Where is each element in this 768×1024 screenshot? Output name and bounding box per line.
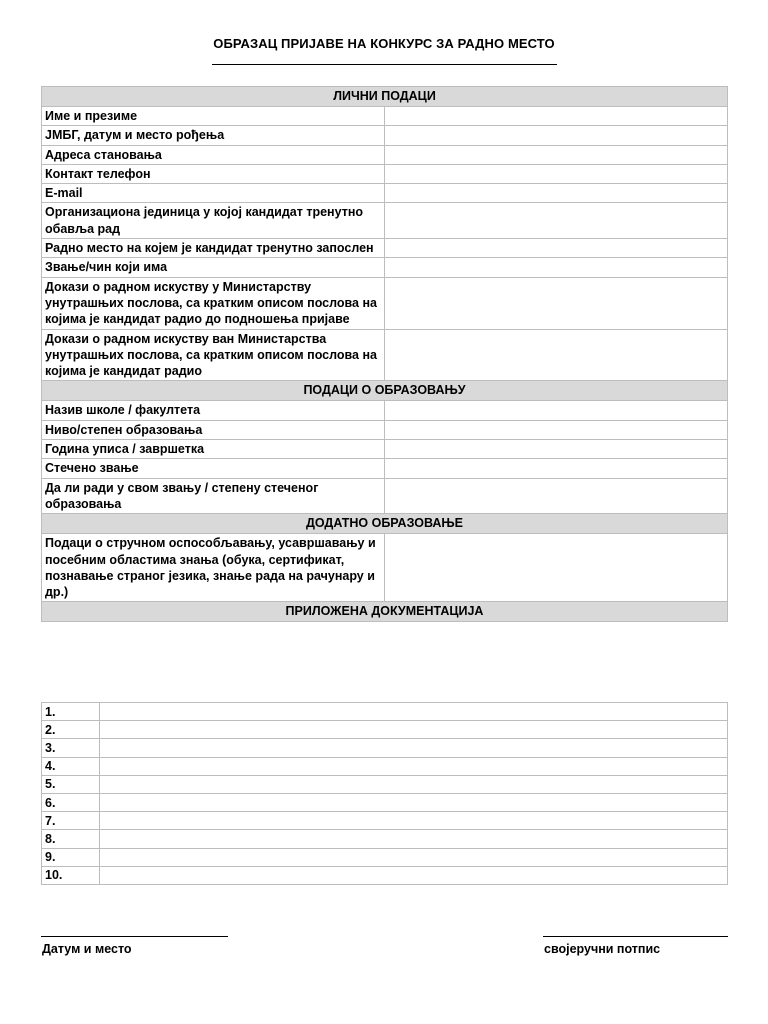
attachment-input[interactable] <box>100 775 728 793</box>
field-label: Име и презиме <box>42 107 385 126</box>
field-input-school[interactable] <box>385 401 728 420</box>
form-row <box>42 420 728 439</box>
form-row <box>42 534 728 602</box>
field-input-rank[interactable] <box>385 258 728 277</box>
signature-line <box>543 936 728 937</box>
attachment-row <box>42 812 728 830</box>
field-label: E-mail <box>42 184 385 203</box>
attachment-input[interactable] <box>100 703 728 721</box>
field-label: Радно место на којем је кандидат тренутно запослен <box>42 239 385 258</box>
form-row <box>42 329 728 381</box>
field-input-address[interactable] <box>385 145 728 164</box>
application-form-table <box>41 86 728 622</box>
section-heading: ДОДАТНО ОБРАЗОВАЊЕ <box>42 514 728 534</box>
field-input-full-name[interactable] <box>385 107 728 126</box>
form-row <box>42 478 728 514</box>
attachment-number: 9. <box>42 848 100 866</box>
attachment-number: 6. <box>42 793 100 811</box>
field-label: Докази о радном искуству ван Министарства унутрашњих послова, са кратким описом послова на којима је кандидат радио <box>42 329 385 381</box>
field-label: Докази о радном искуству у Министарству унутрашњих послова, са кратким описом послова на којима је кандидат радио до подношења пријаве <box>42 277 385 329</box>
field-label: Адреса становања <box>42 145 385 164</box>
form-row <box>42 258 728 277</box>
attachment-number: 10. <box>42 866 100 884</box>
attachment-row <box>42 775 728 793</box>
form-row <box>42 164 728 183</box>
attachment-number: 7. <box>42 812 100 830</box>
form-row <box>42 401 728 420</box>
attachment-row <box>42 721 728 739</box>
field-input-additional-training[interactable] <box>385 534 728 602</box>
attachment-number: 5. <box>42 775 100 793</box>
field-label: Стечено звање <box>42 459 385 478</box>
field-label: Да ли ради у свом звању / степену стеченог образовања <box>42 478 385 514</box>
form-row <box>42 126 728 145</box>
signature-label: својеручни потпис <box>544 942 661 956</box>
field-label: ЈМБГ, датум и место рођења <box>42 126 385 145</box>
field-label: Контакт телефон <box>42 164 385 183</box>
form-row <box>42 239 728 258</box>
form-row <box>42 107 728 126</box>
attachments-table <box>41 702 728 885</box>
field-input-phone[interactable] <box>385 164 728 183</box>
section-header-personal <box>42 87 728 107</box>
field-label: Ниво/степен образовања <box>42 420 385 439</box>
attachment-input[interactable] <box>100 812 728 830</box>
attachment-row <box>42 848 728 866</box>
field-input-experience-ministry[interactable] <box>385 277 728 329</box>
form-row <box>42 184 728 203</box>
section-header-attachments <box>42 602 728 622</box>
title-underline <box>212 64 557 65</box>
field-input-current-position[interactable] <box>385 239 728 258</box>
attachment-row <box>42 703 728 721</box>
section-header-additional-education <box>42 514 728 534</box>
field-input-works-in-field[interactable] <box>385 478 728 514</box>
field-input-education-level[interactable] <box>385 420 728 439</box>
attachment-input[interactable] <box>100 866 728 884</box>
field-input-email[interactable] <box>385 184 728 203</box>
date-place-line <box>41 936 228 937</box>
field-input-experience-outside[interactable] <box>385 329 728 381</box>
field-input-degree[interactable] <box>385 459 728 478</box>
form-row <box>42 203 728 239</box>
form-row <box>42 459 728 478</box>
attachment-row <box>42 757 728 775</box>
field-label: Звање/чин који има <box>42 258 385 277</box>
field-input-enrollment-year[interactable] <box>385 440 728 459</box>
attachment-number: 1. <box>42 703 100 721</box>
form-row <box>42 277 728 329</box>
field-input-org-unit[interactable] <box>385 203 728 239</box>
attachment-row <box>42 830 728 848</box>
field-label: Организациона јединица у којој кандидат тренутно обавља рад <box>42 203 385 239</box>
section-header-education <box>42 381 728 401</box>
attachment-number: 4. <box>42 757 100 775</box>
section-heading: ЛИЧНИ ПОДАЦИ <box>42 87 728 107</box>
form-title: ОБРАЗАЦ ПРИЈАВЕ НА КОНКУРС ЗА РАДНО МЕСТО <box>213 36 555 51</box>
section-heading: ПОДАЦИ О ОБРАЗОВАЊУ <box>42 381 728 401</box>
attachment-row <box>42 739 728 757</box>
field-label: Година уписа / завршетка <box>42 440 385 459</box>
field-label: Назив школе / факултета <box>42 401 385 420</box>
attachment-number: 2. <box>42 721 100 739</box>
section-heading: ПРИЛОЖЕНА ДОКУМЕНТАЦИЈА <box>42 602 728 622</box>
attachment-input[interactable] <box>100 757 728 775</box>
date-place-label: Датум и место <box>42 942 132 956</box>
attachment-row <box>42 866 728 884</box>
field-input-jmbg[interactable] <box>385 126 728 145</box>
field-label: Подаци о стручном оспособљавању, усавршавању и посебним областима знања (обука, сертификат, познавање страног језика, знање рада на рачунару и др.) <box>42 534 385 602</box>
attachment-input[interactable] <box>100 793 728 811</box>
form-row <box>42 145 728 164</box>
attachment-number: 3. <box>42 739 100 757</box>
attachment-input[interactable] <box>100 830 728 848</box>
attachment-input[interactable] <box>100 848 728 866</box>
attachment-input[interactable] <box>100 721 728 739</box>
attachment-number: 8. <box>42 830 100 848</box>
attachment-input[interactable] <box>100 739 728 757</box>
attachment-row <box>42 793 728 811</box>
form-row <box>42 440 728 459</box>
